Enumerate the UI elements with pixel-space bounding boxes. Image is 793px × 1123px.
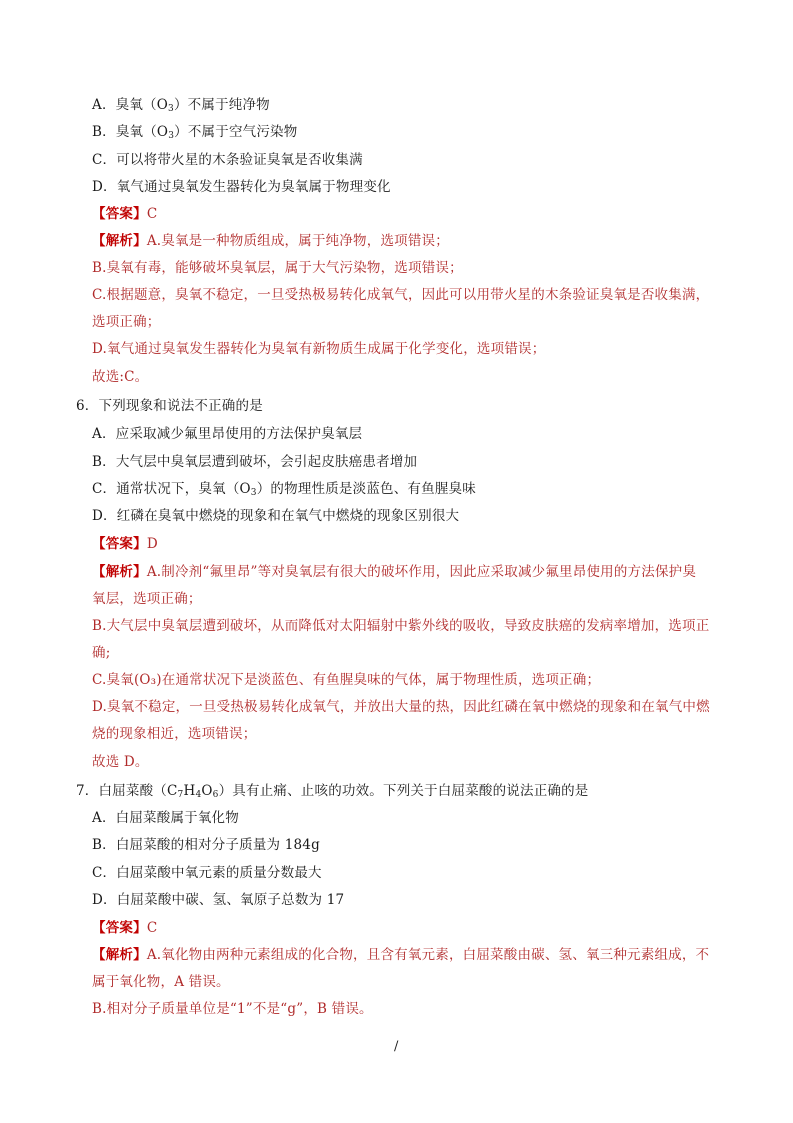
q7-option-b: B．白屈菜酸的相对分子质量为 184g xyxy=(92,837,320,853)
q5-option-d: D．氧气通过臭氧发生器转化为臭氧属于物理变化 xyxy=(92,179,391,195)
q5-option-a: A．臭氧$(O_3)$不属于纯净物 xyxy=(92,97,270,114)
q5-analysis-line: B.臭氧有毒，能够破坏臭氧层，属于大气污染物，选项错误； xyxy=(92,260,463,276)
q7-stem: 7．白屈菜酸$(C_7H_4O_6)$具有止痛、止咳的功效。下列关于白屈菜酸的说法正确的是 xyxy=(76,783,589,800)
q5-analysis-line: D.氧气通过臭氧发生器转化为臭氧有新物质生成属于化学变化，选项错误； xyxy=(92,341,546,357)
q6-option-a: A．应采取减少氟里昂使用的方法保护臭氧层 xyxy=(92,426,363,442)
q5-option-b: B．臭氧$(O_3)$不属于空气污染物 xyxy=(92,124,298,141)
q7-option-d: D．白屈菜酸中碳、氢、氧原子总数为 17 xyxy=(92,892,345,908)
q6-analysis-line: D.臭氧不稳定，一旦受热极易转化成氧气，并放出大量的热，因此红磷在氧中燃烧的现象和在氧气中燃 xyxy=(92,699,710,715)
q6-analysis-line: B.大气层中臭氧层遭到破坏，从而降低对太阳辐射中紫外线的吸收，导致皮肤癌的发病率增加，选项正 xyxy=(92,618,710,634)
q7-option-a: A．白屈菜酸属于氧化物 xyxy=(92,810,239,826)
q6-stem: 6．下列现象和说法不正确的是 xyxy=(76,398,263,414)
q5-analysis-line: 【解析】A.臭氧是一种物质组成，属于纯净物，选项错误； xyxy=(92,233,449,249)
q6-analysis-line: C.臭氧(O₃)在通常状况下是淡蓝色、有鱼腥臭味的气体，属于物理性质，选项正确； xyxy=(92,672,601,688)
q6-answer: 【答案】D xyxy=(92,536,158,552)
q5-analysis-line: C.根据题意，臭氧不稳定，一旦受热极易转化成氧气，因此可以用带火星的木条验证臭氧是否收集满， xyxy=(92,287,710,303)
q6-analysis-line: 氧层，选项正确； xyxy=(92,591,202,607)
q6-analysis-line: 烧的现象相近，选项错误； xyxy=(92,726,257,742)
q7-analysis-line: 属于氧化物，A 错误。 xyxy=(92,974,230,990)
q6-analysis-line: 【解析】A.制冷剂“氟里昂”等对臭氧层有很大的破坏作用，因此应采取减少氟里昂使用的方法保护臭 xyxy=(92,564,697,580)
q7-analysis-line: 【解析】A.氧化物由两种元素组成的化合物，且含有氧元素，白屈菜酸由碳、氢、氧三种元素组成，不 xyxy=(92,947,710,963)
q6-analysis-line: 确; xyxy=(92,645,111,661)
page-number: / xyxy=(394,1039,399,1054)
q5-analysis-line: 选项正确； xyxy=(92,314,161,330)
q6-option-d: D．红磷在臭氧中燃烧的现象和在氧气中燃烧的现象区别很大 xyxy=(92,508,460,524)
q5-option-c: C．可以将带火星的木条验证臭氧是否收集满 xyxy=(92,152,363,168)
q7-option-c: C．白屈菜酸中氧元素的质量分数最大 xyxy=(92,865,322,881)
q7-answer: 【答案】C xyxy=(92,920,158,936)
q5-conclusion: 故选:C。 xyxy=(92,369,149,385)
q6-conclusion: 故选 D。 xyxy=(92,754,149,770)
q5-answer: 【答案】C xyxy=(92,206,158,222)
q6-option-c: C．通常状况下，臭氧$(O_3)$的物理性质是淡蓝色、有鱼腥臭味 xyxy=(92,481,476,498)
q7-analysis-line: B.相对分子质量单位是“1”不是“g”，B 错误。 xyxy=(92,1001,373,1017)
q6-option-b: B．大气层中臭氧层遭到破坏，会引起皮肤癌患者增加 xyxy=(92,454,418,470)
